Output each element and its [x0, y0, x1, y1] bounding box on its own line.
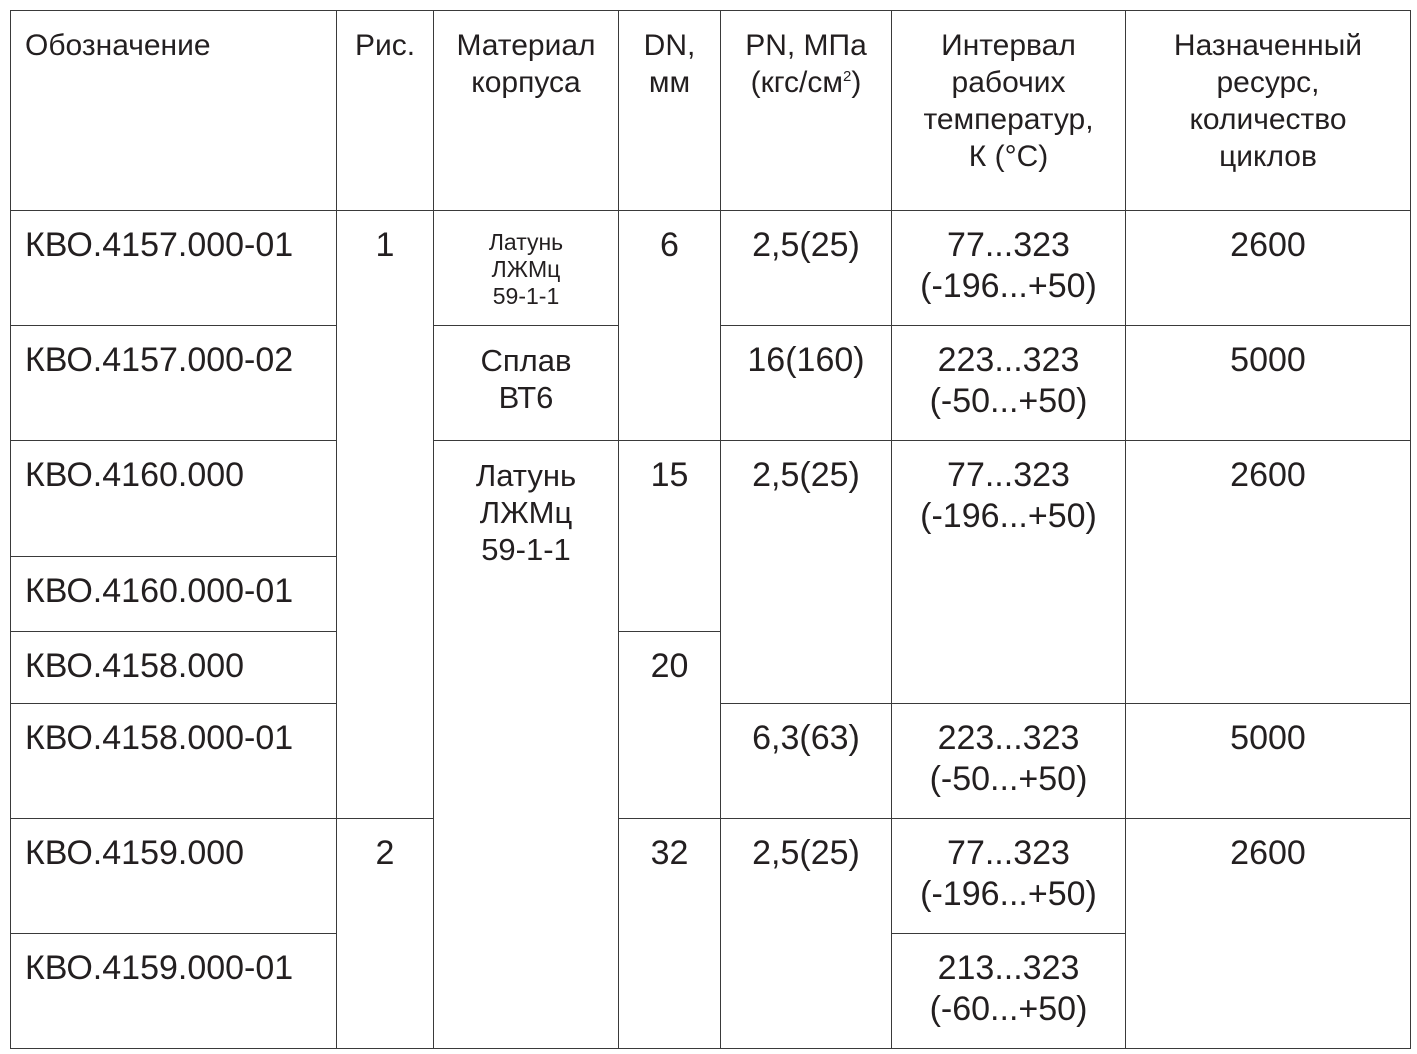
header-resource-line: циклов: [1219, 140, 1317, 173]
header-dn-line: мм: [648, 66, 691, 99]
temp-line: 77...323: [947, 834, 1070, 872]
temp-cell: [892, 211, 1126, 326]
header-temp-line: К (°С): [968, 140, 1049, 173]
header-resource: [1126, 11, 1411, 211]
designation-cell: КВО.4158.000-01: [11, 704, 337, 819]
temp-line: 77...323: [947, 456, 1070, 494]
header-material-line: Материал: [456, 29, 596, 62]
designation-cell: КВО.4160.000-01: [11, 557, 337, 632]
resource-cell: 5000: [1126, 704, 1411, 819]
temp-line: (-60...+50): [929, 990, 1088, 1028]
temp-line: (-50...+50): [929, 382, 1088, 420]
header-designation: Обозначение: [11, 11, 337, 211]
header-material-line: корпуса: [471, 66, 581, 99]
header-temp: [892, 11, 1126, 211]
temp-line: 223...323: [937, 719, 1080, 757]
header-material: [434, 11, 619, 211]
resource-cell: 5000: [1126, 326, 1411, 441]
header-temp-line: Интервал: [941, 29, 1076, 62]
header-resource-line: количество: [1189, 103, 1347, 136]
temp-line: 213...323: [937, 949, 1080, 987]
header-dn-line: DN,: [643, 29, 696, 62]
resource-cell: 2600: [1126, 211, 1411, 326]
temp-line: (-196...+50): [920, 875, 1097, 913]
pn-cell: 2,5(25): [721, 441, 892, 704]
pn-cell: 6,3(63): [721, 704, 892, 819]
table-row: [11, 441, 1411, 557]
material-line: 59-1-1: [481, 532, 571, 567]
material-line: ЛЖМц: [479, 495, 573, 530]
fig-cell: 2: [337, 819, 434, 1049]
material-line: Латунь: [488, 229, 564, 255]
header-pn-close: ): [851, 66, 862, 99]
temp-cell: [892, 934, 1126, 1049]
spec-table: [10, 10, 1411, 1049]
temp-cell: [892, 704, 1126, 819]
designation-cell: КВО.4157.000-02: [11, 326, 337, 441]
material-cell: [434, 326, 619, 441]
header-row: [11, 11, 1411, 211]
pn-cell: 16(160): [721, 326, 892, 441]
header-pn-unit: (кгс/см: [750, 66, 843, 99]
material-cell: [434, 441, 619, 1049]
designation-cell: КВО.4158.000: [11, 632, 337, 704]
temp-cell: [892, 819, 1126, 934]
table-row: [11, 211, 1411, 326]
material-line: Сплав: [480, 343, 572, 378]
designation-cell: КВО.4157.000-01: [11, 211, 337, 326]
header-pn-line: PN, МПа: [745, 29, 867, 62]
pn-cell: 2,5(25): [721, 819, 892, 1049]
header-dn: [619, 11, 721, 211]
dn-cell: 32: [619, 819, 721, 1049]
dn-cell: 20: [619, 632, 721, 819]
temp-line: (-50...+50): [929, 760, 1088, 798]
resource-cell: 2600: [1126, 441, 1411, 704]
dn-cell: 15: [619, 441, 721, 632]
material-line: ЛЖМц: [491, 256, 561, 282]
designation-cell: КВО.4159.000-01: [11, 934, 337, 1049]
temp-cell: [892, 326, 1126, 441]
temp-line: (-196...+50): [920, 497, 1097, 535]
temp-line: (-196...+50): [920, 267, 1097, 305]
material-line: Латунь: [475, 458, 577, 493]
header-pn: [721, 11, 892, 211]
fig-cell: 1: [337, 211, 434, 819]
designation-cell: КВО.4160.000: [11, 441, 337, 557]
dn-cell: 6: [619, 211, 721, 441]
temp-cell: [892, 441, 1126, 704]
temp-line: 223...323: [937, 341, 1080, 379]
header-temp-line: температур,: [923, 103, 1094, 136]
material-line: ВТ6: [498, 380, 554, 415]
header-resource-line: ресурс,: [1216, 66, 1320, 99]
table-row: [11, 819, 1411, 934]
header-resource-line: Назначенный: [1173, 29, 1363, 62]
header-pn-sup: 2: [843, 68, 852, 85]
material-line: 59-1-1: [492, 283, 560, 309]
temp-line: 77...323: [947, 226, 1070, 264]
header-temp-line: рабочих: [951, 66, 1066, 99]
header-pn-line: [721, 64, 891, 101]
resource-cell: 2600: [1126, 819, 1411, 1049]
header-fig: Рис.: [337, 11, 434, 211]
material-cell: [434, 211, 619, 326]
pn-cell: 2,5(25): [721, 211, 892, 326]
designation-cell: КВО.4159.000: [11, 819, 337, 934]
